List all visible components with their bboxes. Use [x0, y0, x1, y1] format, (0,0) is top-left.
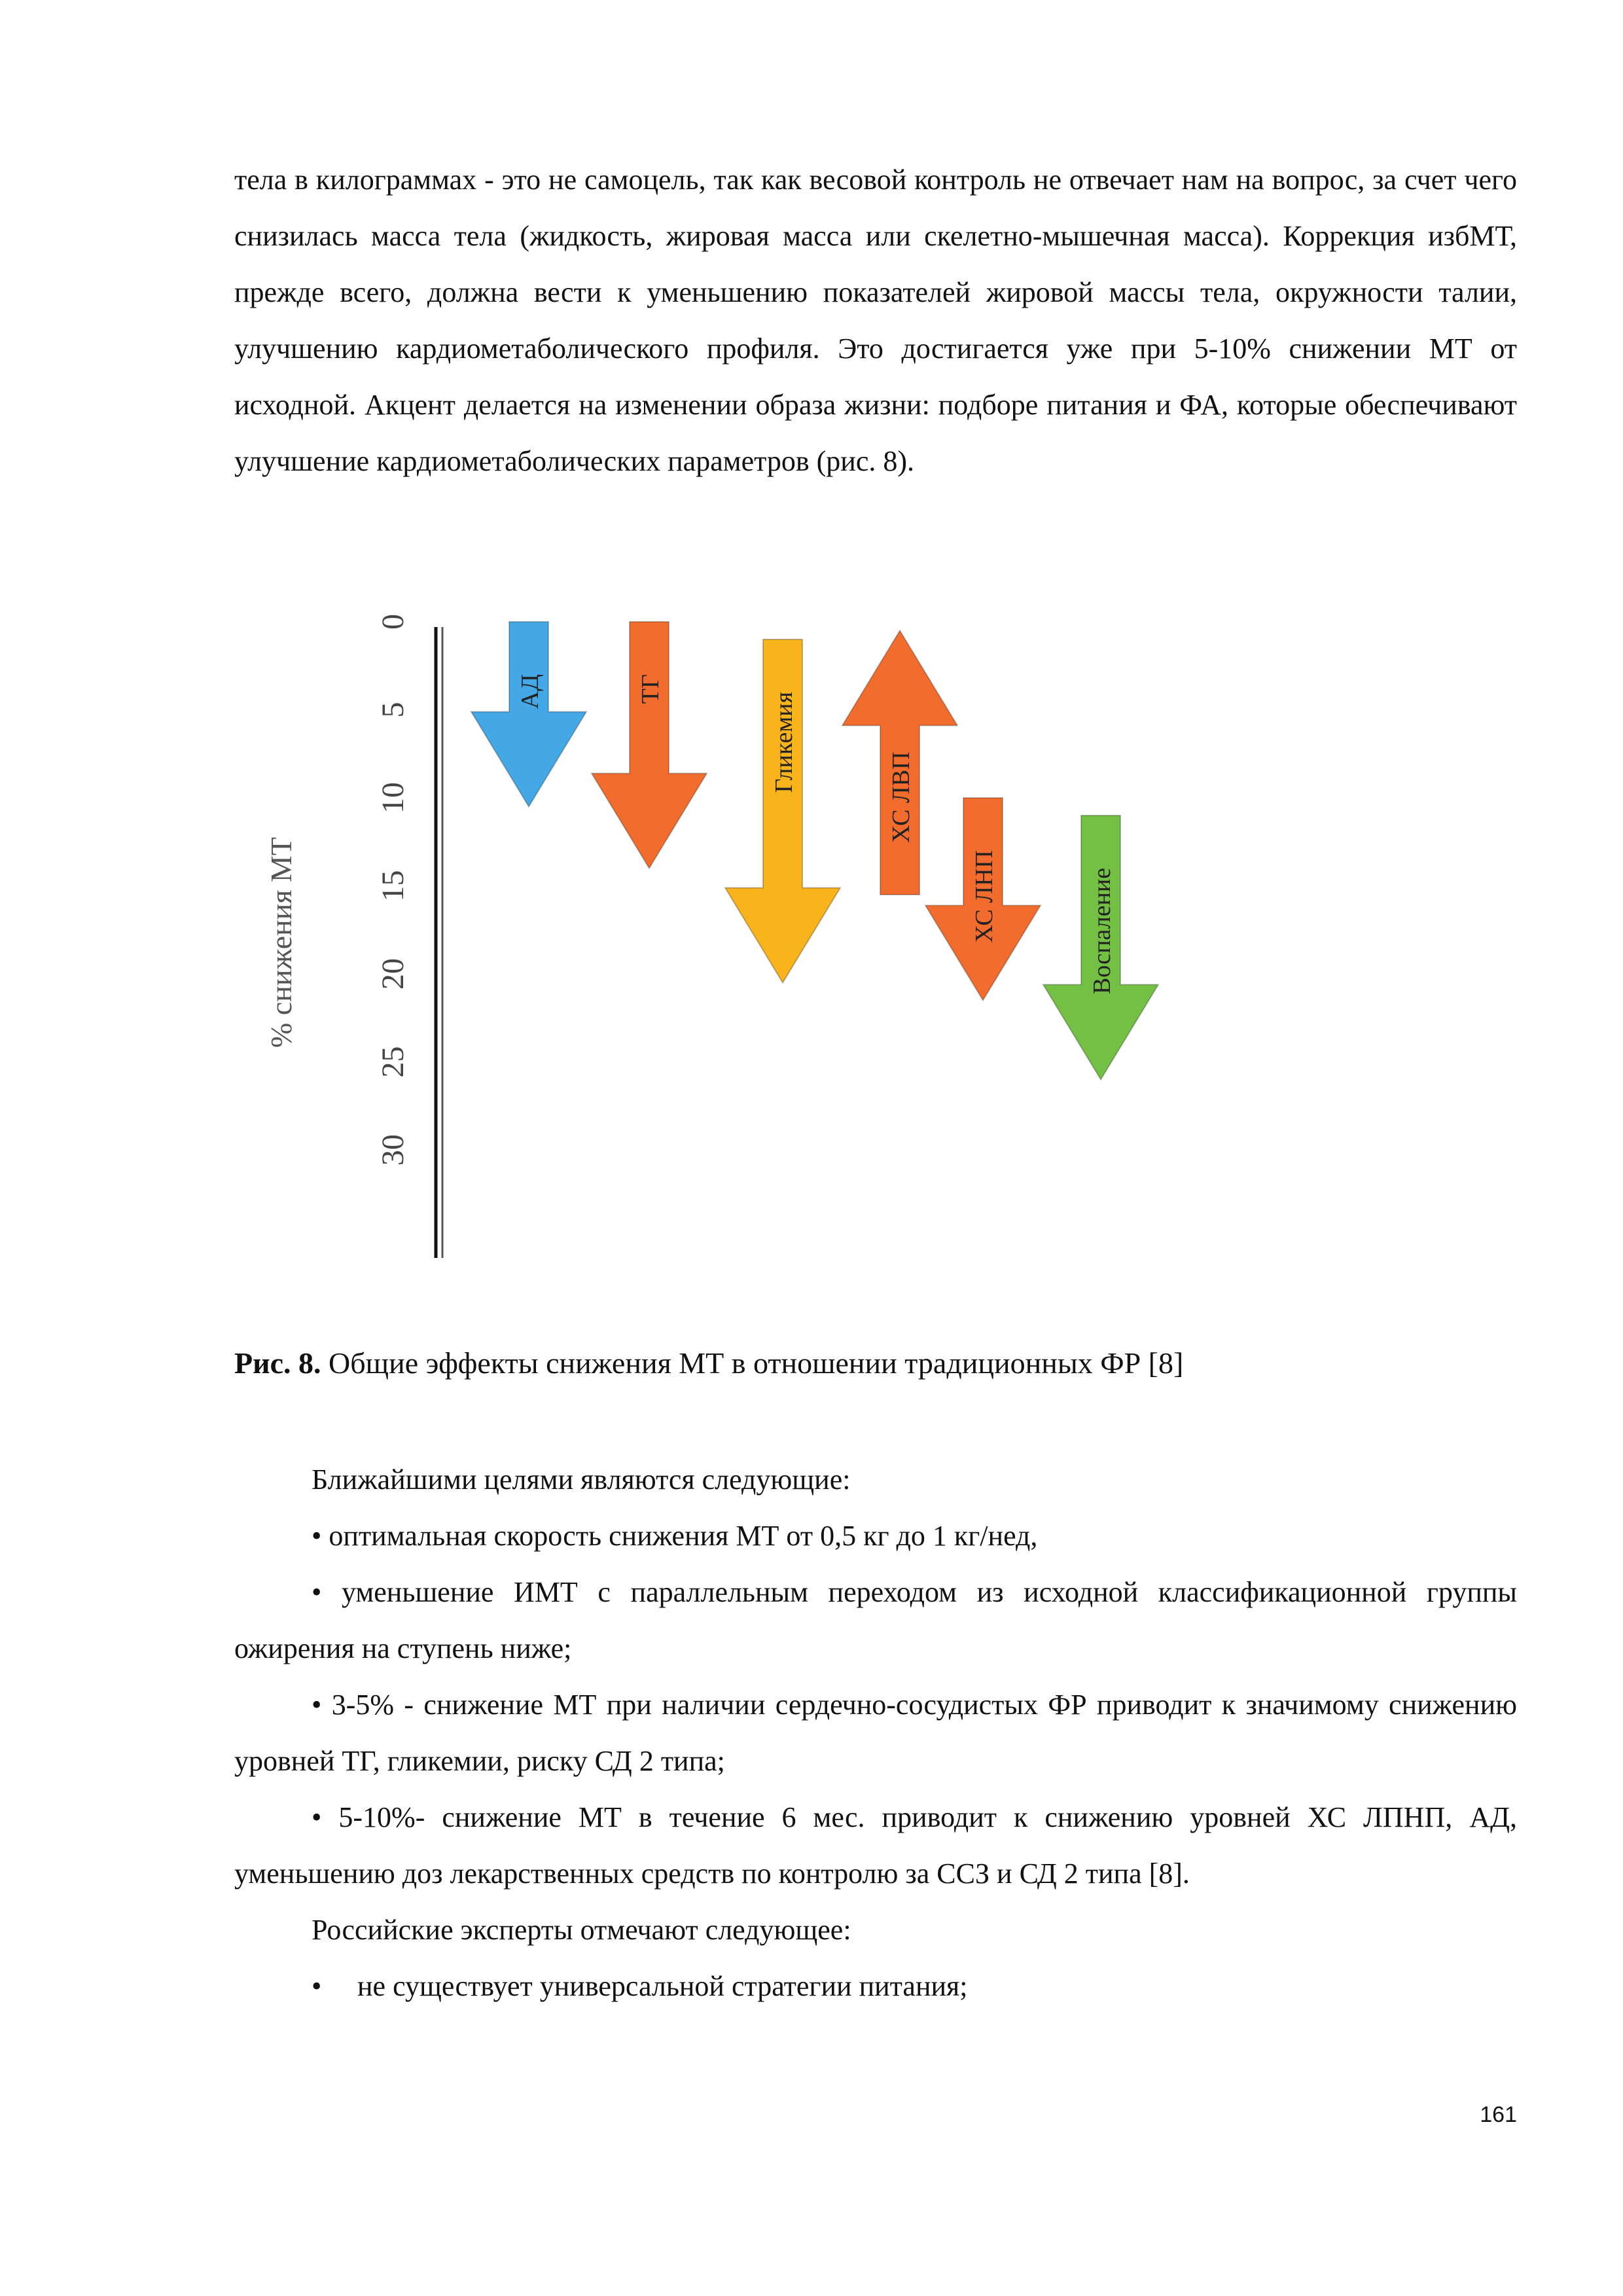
arrow-3 [725, 639, 840, 983]
arrow-6 [1043, 816, 1158, 1080]
arrow-label-6: Воспаление [1088, 867, 1116, 994]
page-number: 161 [1480, 2102, 1517, 2127]
arrow-shape-2 [592, 622, 707, 869]
bullet-marker: • [312, 1970, 322, 2002]
tick-label-20: 20 [376, 958, 410, 990]
caption-label: Рис. 8. [234, 1346, 321, 1380]
arrow-4 [842, 630, 957, 894]
tick-label-10: 10 [376, 782, 410, 814]
arrow-label-5: ХС ЛНП [971, 850, 998, 943]
intro-paragraph: тела в килограммах - это не самоцель, так как весовой контроль не отвечает нам на вопрос, за счет чего снизилась масса тела (жидкость, жировая масса или скелетно-мышечная масса). Коррекция избМТ, прежде всего, должна вести к уменьшению показателей жировой массы тела, окружности талии, улучшению кардиометаболического профиля. Это достигается уже при 5-10% снижении МТ от исходной. Акцент делается на изменении образа жизни: подборе питания и ФА, которые обеспечивают улучшение кардиометаболических параметров (рис. 8). [234, 164, 1517, 477]
arrow-5 [925, 798, 1041, 1000]
axis-label: % снижения МТ [264, 837, 298, 1048]
arrow-shape-3 [725, 639, 840, 983]
experts-intro: Российские эксперты отмечают следующее: [312, 1914, 851, 1946]
goal-3-5-percent: • 3-5% - снижение МТ при наличии сердечно-сосудистых ФР приводит к значимому снижению уровней ТГ, гликемии, риску СД 2 типа; [234, 1689, 1517, 1777]
bullet-text: не существует универсальной стратегии питания; [357, 1970, 968, 2002]
arrow-1 [471, 622, 586, 806]
bullet-item [312, 1958, 968, 2015]
caption-text: Общие эффекты снижения МТ в отношении традиционных ФР [8] [321, 1346, 1184, 1380]
arrow-label-3: Гликемия [770, 691, 798, 793]
goal-5-10-percent: • 5-10%- снижение МТ в течение 6 мес. приводит к снижению уровней ХС ЛПНП, АД, уменьшению доз лекарственных средств по контролю за ССЗ и СД 2 типа [8]. [234, 1801, 1517, 1890]
goal-rate: • оптимальная скорость снижения МТ от 0,5 кг до 1 кг/нед, [312, 1520, 1038, 1552]
goal-bmi: • уменьшение ИМТ с параллельным переходом из исходной классификационной группы ожирения на ступень ниже; [234, 1576, 1517, 1664]
tick-label-15: 15 [376, 870, 410, 902]
goals-intro: Ближайшими целями являются следующие: [312, 1463, 851, 1496]
arrow-label-2: ТГ [637, 674, 664, 704]
tick-label-25: 25 [376, 1046, 410, 1078]
tick-label-30: 30 [376, 1134, 410, 1166]
figure-caption [234, 1335, 1183, 1391]
arrow-label-4: ХС ЛВП [887, 751, 915, 843]
arrow-2 [592, 622, 707, 869]
arrow-shape-1 [471, 622, 586, 806]
tick-label-5: 5 [376, 702, 410, 718]
arrows-group [471, 622, 1158, 1079]
tick-label-0: 0 [376, 614, 410, 630]
axis-ticks [376, 614, 410, 1166]
arrow-label-1: АД [516, 674, 544, 709]
